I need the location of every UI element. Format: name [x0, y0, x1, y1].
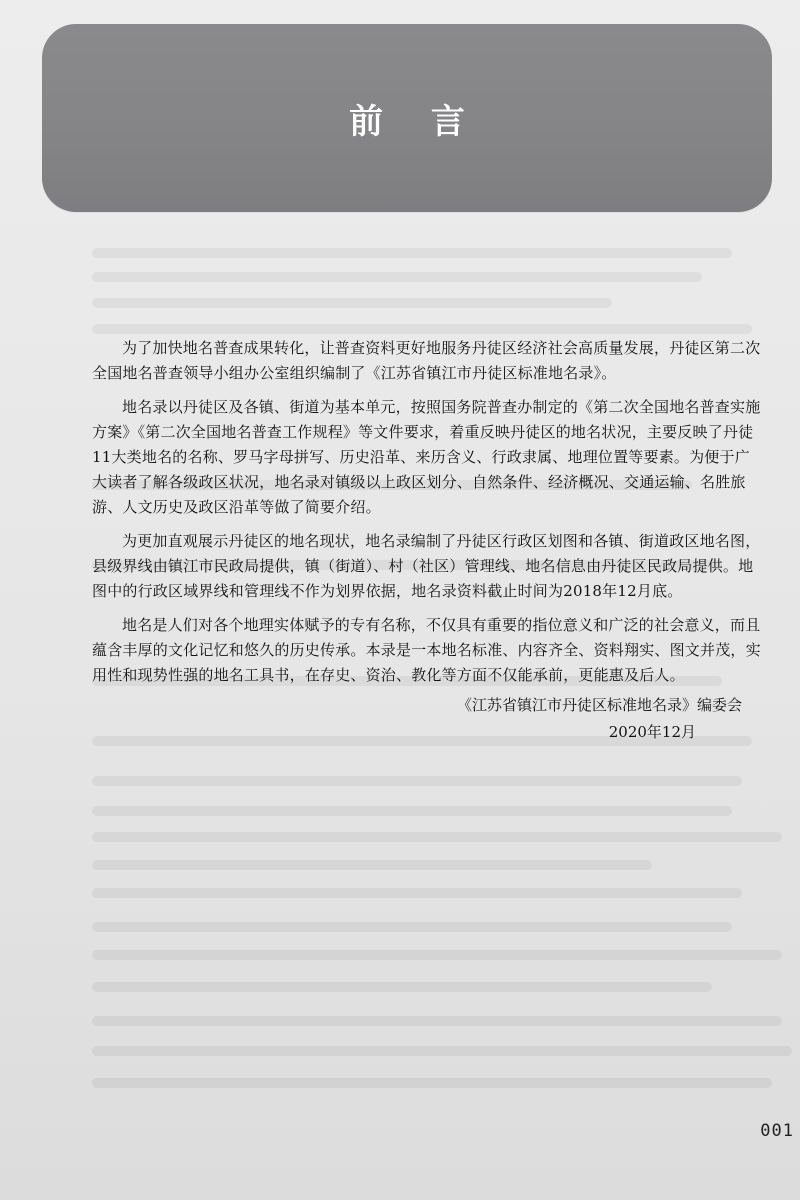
paragraph-3: 为更加直观展示丹徒区的地名现状，地名录编制了丹徒区行政区划图和各镇、街道政区地名图，县级界线由镇江市民政局提供，镇（街道）、村（社区）管理线、地名信息由丹徒区民政局提供。地图中的行政区域界线和管理线不作为划界依据，地名录资料截止时间为2018年12月底。 [92, 532, 761, 600]
page-number: 001 [760, 1121, 794, 1141]
signature-block [222, 692, 742, 746]
paragraph-1: 为了加快地名普查成果转化，让普查资料更好地服务丹徒区经济社会高质量发展，丹徒区第二次全国地名普查领导小组办公室组织编制了《江苏省镇江市丹徒区标准地名录》。 [92, 339, 761, 382]
paragraph-4: 地名是人们对各个地理实体赋予的专有名称，不仅具有重要的指位意义和广泛的社会意义，而且蕴含丰厚的文化记忆和悠久的历史传承。本录是一本地名标准、内容齐全、资料翔实、图文并茂，实用性和现势性强的地名工具书，在存史、资治、教化等方面不仅能承前，更能惠及后人。 [92, 616, 761, 684]
paragraph-2: 地名录以丹徒区及各镇、街道为基本单元，按照国务院普查办制定的《第二次全国地名普查实施方案》《第二次全国地名普查工作规程》等文件要求，着重反映丹徒区的地名状况，主要反映了丹徒11大类地名的名称、罗马字母拼写、历史沿革、来历含义、行政隶属、地理位置等要素。为便于广大读者了解各级政区状况，地名录对镇级以上政区划分、自然条件、经济概况、交通运输、名胜旅游、人文历史及政区沿革等做了简要介绍。 [92, 398, 761, 516]
editorial-committee: 《江苏省镇江市丹徒区标准地名录》编委会 [456, 696, 742, 714]
title-banner [42, 24, 772, 212]
publication-date: 2020年12月 [608, 723, 696, 741]
preface-body [92, 336, 764, 697]
page-title: 前 言 [349, 101, 483, 142]
